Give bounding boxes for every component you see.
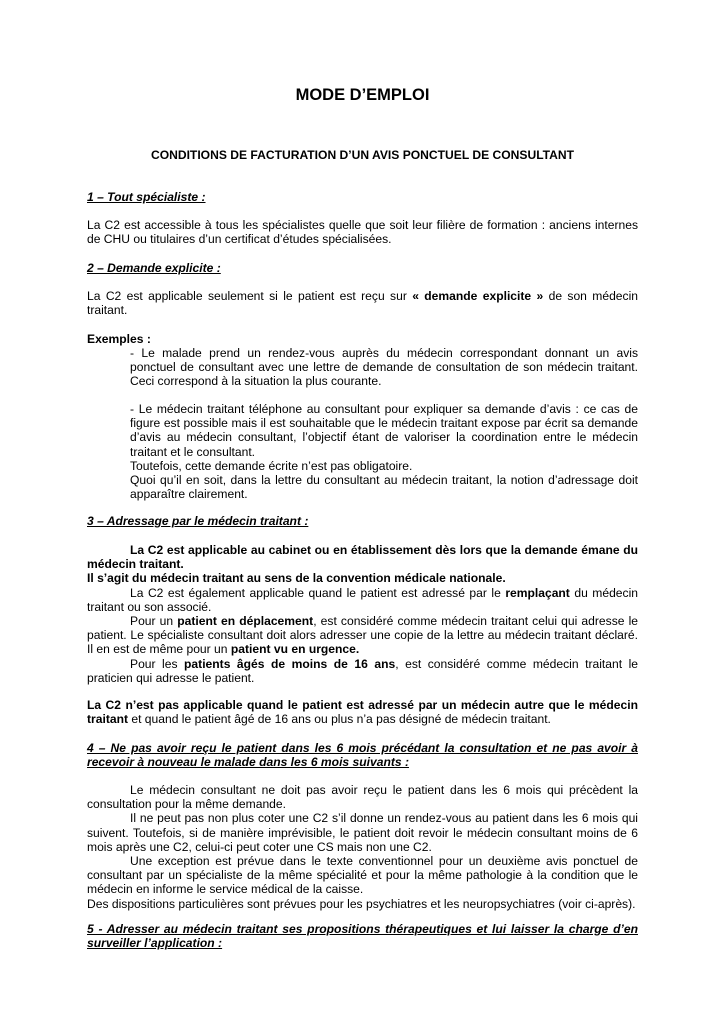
section-3-note: La C2 n’est pas applicable quand le patient est adressé par un médecin autre que le médecin traitant et quand le patient âgé de 16 ans ou plus n’a pas désigné de médecin traitant. [87,698,638,727]
page-title: MODE D’EMPLOI [295,86,430,104]
example-1: - Le malade prend un rendez-vous auprès du médecin correspondant donnant un avis ponctuel de consultant avec une lettre de demande de consultation de son médecin traitant. Ceci correspond à la situation la plus courante. [130,346,638,389]
example-2: - Le médecin traitant téléphone au consultant pour expliquer sa demande d’avis : ce cas de figure est possible mais il est souhaitable que le médecin traitant expose par écrit sa demande d’avis au médecin consultant, l’objectif étant de valoriser la coordination entre le médecin traitant et le consultant. Toutefois, cette demande écrite n’est pas obligatoire. Quoi qu’il en soit, dans la lettre du consultant au médecin traitant, la notion d’adressage doit apparaître clairement. [130,402,638,502]
examples-label: Exemples : [87,332,151,346]
explicit-request-emphasis: « demande explicite » [412,289,544,303]
section-2-text: La C2 est applicable seulement si le patient est reçu sur « demande explicite » de son médecin traitant. [87,289,638,318]
section-5-heading: 5 - Adresser au médecin traitant ses propositions thérapeutiques et lui laisser la charge d’en surveiller l’application : [87,922,638,951]
section-1-text: La C2 est accessible à tous les spécialistes quelle que soit leur filière de formation : anciens internes de CHU ou titulaires d’un certificat d’études spécialisées. [87,218,638,247]
section-3-heading: 3 – Adressage par le médecin traitant : [87,514,309,528]
section-2-heading: 2 – Demande explicite : [87,261,221,275]
page-subtitle: CONDITIONS DE FACTURATION D’UN AVIS PONCTUEL DE CONSULTANT [150,148,575,162]
section-1-heading: 1 – Tout spécialiste : [87,190,206,204]
section-3-body: La C2 est applicable au cabinet ou en établissement dès lors que la demande émane du médecin traitant. Il s’agit du médecin traitant au sens de la convention médicale nationale. La C2 est également applicable quand le patient est adressé par le remplaçant du médecin traitant ou son associé. Pour un patient en déplacement, est considéré comme médecin traitant celui qui adresse le patient. Le spécialiste consultant doit alors adresser une copie de la lettre au médecin traitant déclaré. Il en est de même pour un patient vu en urgence. Pour les patients âgés de moins de 16 ans, est considéré comme médecin traitant le praticien qui adresse le patient. [87,543,638,685]
section-4-body: Le médecin consultant ne doit pas avoir reçu le patient dans les 6 mois qui précèdent la consultation pour la même demande. Il ne peut pas non plus coter une C2 s’il donne un rendez-vous au patient dans les 6 mois qui suivent. Toutefois, si de manière imprévisible, le patient doit revoir le médecin consultant moins de 6 mois après une C2, celui-ci peut coter une CS mais non une C2. Une exception est prévue dans le texte conventionnel pour un deuxième avis ponctuel de consultant par un spécialiste de la même spécialité et pour la même pathologie à la condition que le médecin en informe le service médical de la caisse. Des dispositions particulières sont prévues pour les psychiatres et les neuropsychiatres (voir ci-après). [87,783,638,911]
section-4-heading: 4 – Ne pas avoir reçu le patient dans les 6 mois précédant la consultation et ne pas avoir à recevoir à nouveau le malade dans les 6 mois suivants : [87,741,638,770]
